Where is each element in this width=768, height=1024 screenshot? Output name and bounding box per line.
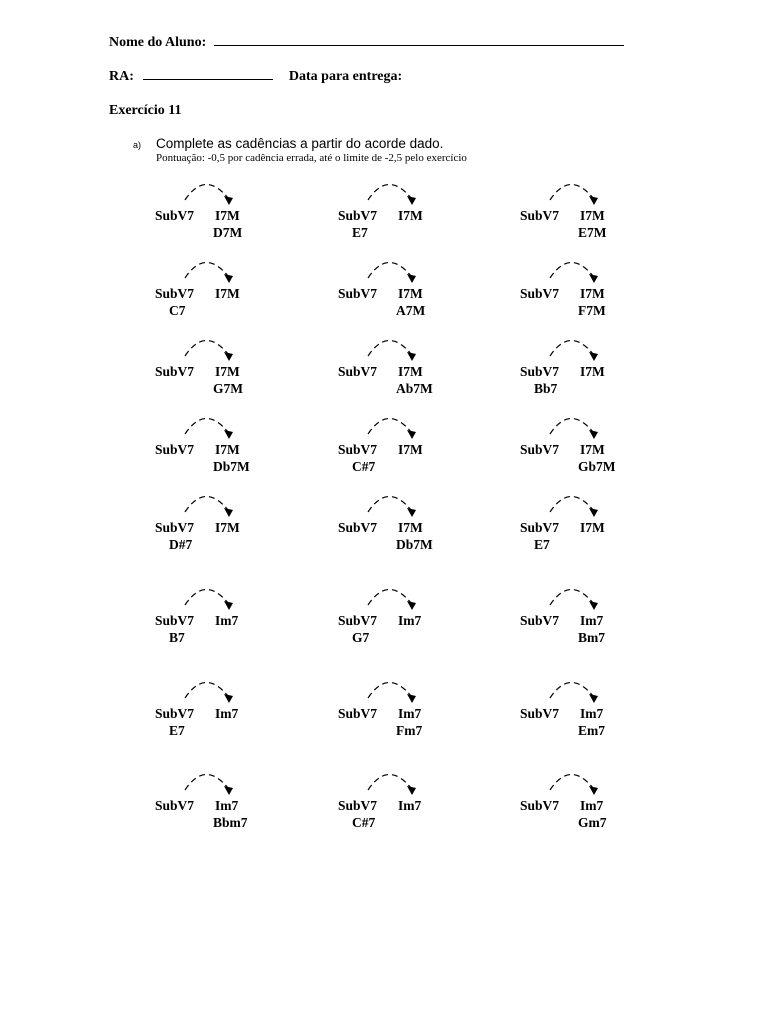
subv7-label: SubV7 [520, 706, 560, 721]
cadence-arrow-icon [520, 334, 610, 368]
student-name-line [109, 35, 624, 51]
given-chord: E7 [534, 537, 550, 552]
given-chord: Gm7 [578, 815, 607, 830]
subv7-label: SubV7 [338, 613, 378, 628]
cadence-arrow-icon [338, 256, 428, 290]
cadence-item [338, 334, 468, 404]
target-chord-label: I7M [398, 208, 423, 223]
cadence-arrow-icon [155, 412, 245, 446]
cadence-item [338, 412, 468, 482]
cadence-item [338, 676, 468, 746]
given-chord: Bm7 [578, 630, 605, 645]
student-name-blank[interactable] [214, 35, 624, 46]
given-chord: Bbm7 [213, 815, 248, 830]
target-chord-label: I7M [215, 520, 240, 535]
cadence-arrow-icon [155, 256, 245, 290]
given-chord: Db7M [396, 537, 433, 552]
subv7-label: SubV7 [155, 798, 195, 813]
cadence-arrow-icon [520, 256, 610, 290]
given-chord: B7 [169, 630, 185, 645]
target-chord-label: Im7 [398, 613, 422, 628]
target-chord-label: I7M [580, 208, 605, 223]
subv7-label: SubV7 [338, 364, 378, 379]
cadence-arrow-icon [338, 490, 428, 524]
target-chord-label: Im7 [580, 706, 604, 721]
cadence-item [155, 256, 285, 326]
given-chord: Bb7 [534, 381, 558, 396]
due-date-label: Data para entrega: [288, 69, 403, 84]
subv7-label: SubV7 [155, 364, 195, 379]
subv7-label: SubV7 [155, 442, 195, 457]
cadence-item [338, 178, 468, 248]
given-chord: C#7 [352, 459, 376, 474]
cadence-item [520, 583, 650, 653]
cadence-arrow-icon [520, 583, 610, 617]
subv7-label: SubV7 [520, 798, 560, 813]
cadence-arrow-icon [338, 412, 428, 446]
ra-label: RA: [109, 69, 134, 84]
subv7-label: SubV7 [338, 520, 378, 535]
target-chord-label: Im7 [398, 798, 422, 813]
target-chord-label: I7M [215, 364, 240, 379]
subv7-label: SubV7 [338, 286, 378, 301]
target-chord-label: I7M [215, 286, 240, 301]
given-chord: C#7 [352, 815, 376, 830]
given-chord: C7 [169, 303, 186, 318]
student-name-label: Nome do Aluno: [109, 35, 207, 50]
exercise-title: Exercício 11 [109, 103, 182, 118]
ra-blank[interactable] [143, 69, 273, 80]
cadence-arrow-icon [338, 583, 428, 617]
cadence-item [338, 490, 468, 560]
question-text: Complete as cadências a partir do acorde dado. [156, 136, 444, 151]
cadence-item [155, 768, 285, 838]
subv7-label: SubV7 [155, 706, 195, 721]
target-chord-label: Im7 [215, 613, 239, 628]
cadence-item [155, 490, 285, 560]
given-chord: G7M [213, 381, 243, 396]
cadence-item [520, 256, 650, 326]
target-chord-label: Im7 [580, 613, 604, 628]
given-chord: D#7 [169, 537, 193, 552]
given-chord: E7 [169, 723, 185, 738]
cadence-arrow-icon [338, 768, 428, 802]
cadence-item [520, 768, 650, 838]
cadence-arrow-icon [520, 178, 610, 212]
cadence-item [520, 490, 650, 560]
target-chord-label: I7M [215, 442, 240, 457]
given-chord: G7 [352, 630, 370, 645]
given-chord: A7M [396, 303, 426, 318]
target-chord-label: I7M [398, 520, 423, 535]
cadence-item [338, 768, 468, 838]
cadence-item [338, 256, 468, 326]
target-chord-label: I7M [398, 364, 423, 379]
question-marker: a) [133, 140, 142, 150]
cadence-arrow-icon [155, 178, 245, 212]
subv7-label: SubV7 [155, 613, 195, 628]
question-score-note: Pontuação: -0,5 por cadência errada, até o limite de -2,5 pelo exercício [156, 152, 467, 164]
cadence-arrow-icon [338, 676, 428, 710]
target-chord-label: I7M [580, 286, 605, 301]
subv7-label: SubV7 [155, 520, 195, 535]
given-chord: F7M [578, 303, 606, 318]
given-chord: E7 [352, 225, 368, 240]
cadence-item [155, 676, 285, 746]
target-chord-label: I7M [398, 286, 423, 301]
cadence-item [155, 178, 285, 248]
cadence-item [520, 676, 650, 746]
cadence-arrow-icon [155, 334, 245, 368]
subv7-label: SubV7 [520, 520, 560, 535]
subv7-label: SubV7 [338, 798, 378, 813]
cadence-arrow-icon [155, 768, 245, 802]
given-chord: Ab7M [396, 381, 433, 396]
subv7-label: SubV7 [520, 364, 560, 379]
target-chord-label: Im7 [215, 798, 239, 813]
subv7-label: SubV7 [520, 208, 560, 223]
cadence-arrow-icon [520, 768, 610, 802]
subv7-label: SubV7 [338, 706, 378, 721]
given-chord: E7M [578, 225, 607, 240]
given-chord: Em7 [578, 723, 605, 738]
given-chord: Gb7M [578, 459, 616, 474]
subv7-label: SubV7 [520, 613, 560, 628]
cadence-arrow-icon [338, 178, 428, 212]
subv7-label: SubV7 [338, 208, 378, 223]
subv7-label: SubV7 [520, 442, 560, 457]
cadence-item [155, 334, 285, 404]
cadence-arrow-icon [520, 676, 610, 710]
cadence-arrow-icon [338, 334, 428, 368]
cadence-arrow-icon [155, 583, 245, 617]
cadence-arrow-icon [155, 490, 245, 524]
ra-line [109, 69, 402, 85]
cadence-item [520, 178, 650, 248]
subv7-label: SubV7 [155, 286, 195, 301]
target-chord-label: I7M [580, 520, 605, 535]
given-chord: Db7M [213, 459, 250, 474]
target-chord-label: I7M [580, 364, 605, 379]
target-chord-label: Im7 [398, 706, 422, 721]
cadence-item [520, 412, 650, 482]
target-chord-label: I7M [580, 442, 605, 457]
subv7-label: SubV7 [520, 286, 560, 301]
cadence-item [155, 412, 285, 482]
cadence-arrow-icon [520, 412, 610, 446]
target-chord-label: I7M [215, 208, 240, 223]
cadence-item [155, 583, 285, 653]
cadence-arrow-icon [155, 676, 245, 710]
target-chord-label: Im7 [580, 798, 604, 813]
target-chord-label: Im7 [215, 706, 239, 721]
given-chord: Fm7 [396, 723, 423, 738]
cadence-item [520, 334, 650, 404]
subv7-label: SubV7 [155, 208, 195, 223]
cadence-arrow-icon [520, 490, 610, 524]
subv7-label: SubV7 [338, 442, 378, 457]
given-chord: D7M [213, 225, 243, 240]
cadence-item [338, 583, 468, 653]
target-chord-label: I7M [398, 442, 423, 457]
